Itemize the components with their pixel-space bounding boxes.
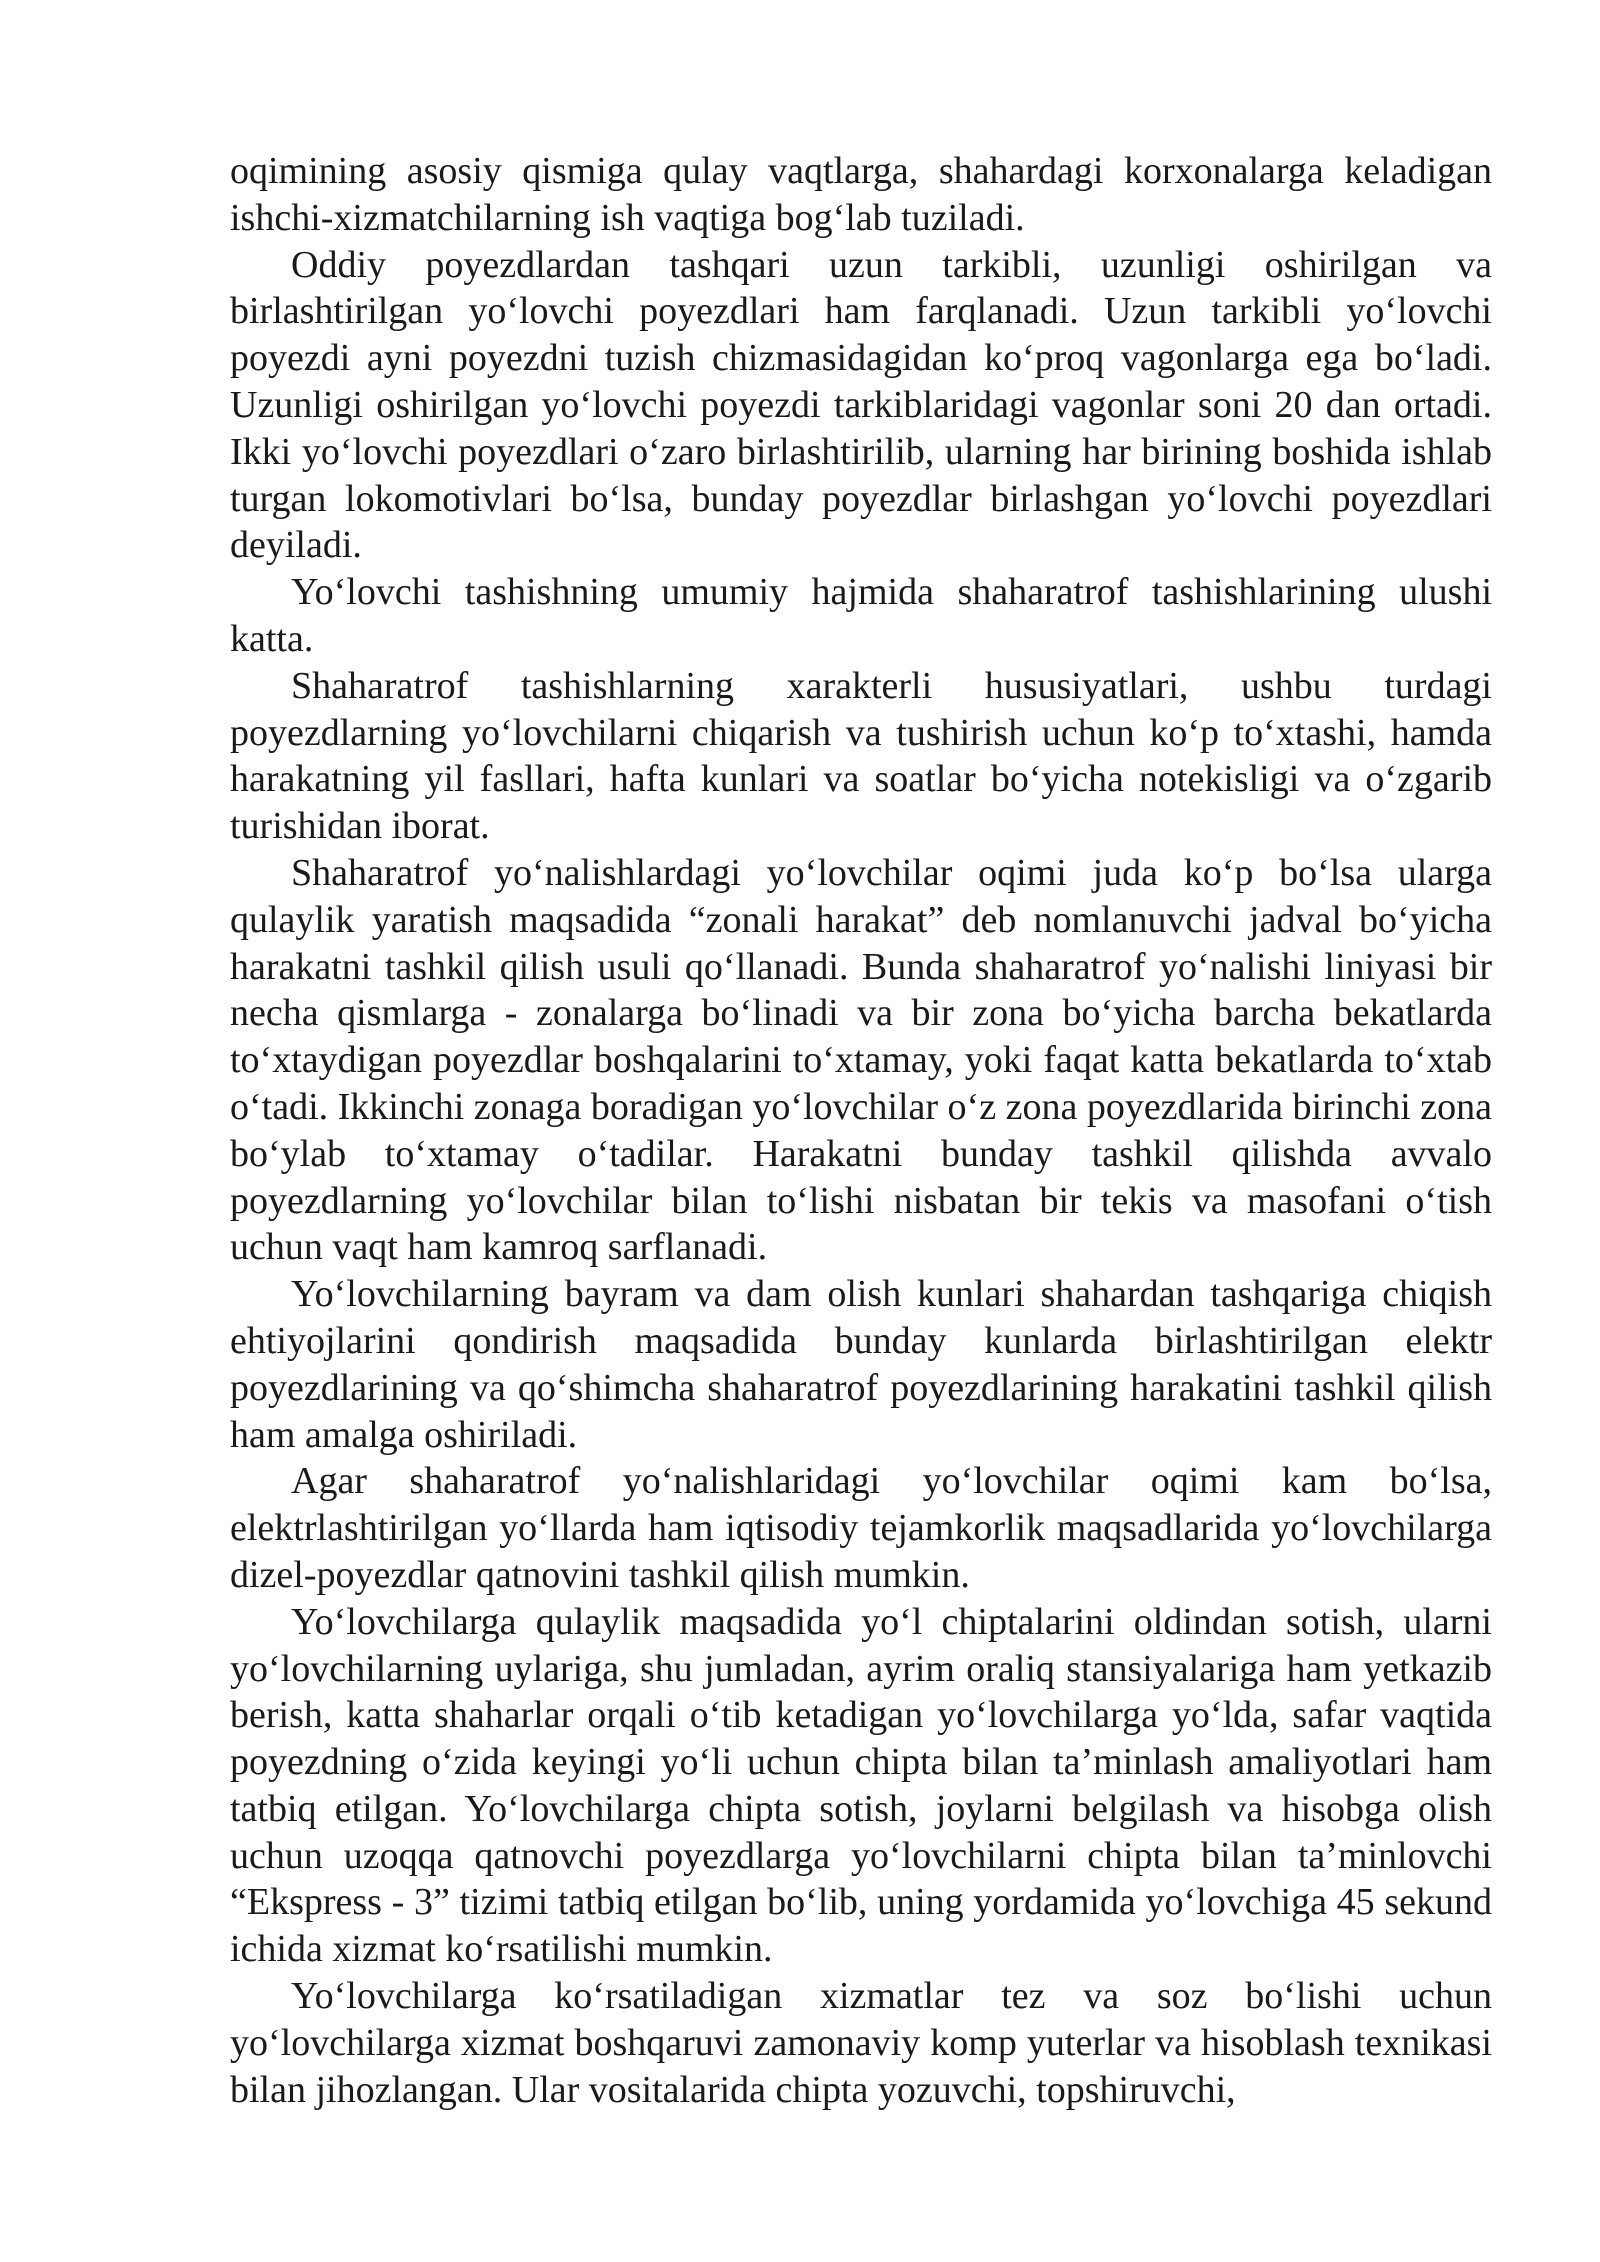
paragraph-continuation: oqimining asosiy qismiga qulay vaqtlarga, shahardagi korxonalarga keladigan ishchi-xizmatchilarning ish vaqtiga bog‘lab tuziladi. — [230, 150, 1492, 239]
paragraph-zonal-traffic: Shaharatrof yo‘nalishlardagi yo‘lovchilar oqimi juda ko‘p bo‘lsa ularga qulaylik yaratish maqsadida “zonali harakat” deb nomlanuvchi jadval bo‘yicha harakatni tashkil qilish usuli qo‘llanadi. Bunda shaharatrof yo‘nalishi liniyasi bir necha qismlarga - zonalarga bo‘linadi va bir zona bo‘yicha barcha bekatlarda to‘xtaydigan poyezdlar boshqalarini to‘xtamay, yoki faqat katta bekatlarda to‘xtab o‘tadi. Ikkinchi zonaga boradigan yo‘lovchilar o‘z zona poyezdlarida birinchi zona bo‘ylab to‘xtamay o‘tadilar. Harakatni bunday tashkil qilishda avvalo poyezdlarning yo‘lovchilar bilan to‘lishi nisbatan bir tekis va masofani o‘tish uchun vaqt ham kamroq sarflanadi. — [230, 851, 1492, 1269]
paragraph-train-types: Oddiy poyezdlardan tashqari uzun tarkibli, uzunligi oshirilgan va birlashtirilgan yo‘lovchi poyezdlari ham farqlanadi. Uzun tarkibli yo‘lovchi poyezdi ayni poyezdni tuzish chizmasidagidan ko‘proq vagonlarga ega bo‘ladi. Uzunligi oshirilgan yo‘lovchi poyezdi tarkiblaridagi vagonlar soni 20 dan ortadi. Ikki yo‘lovchi poyezdlari o‘zaro birlashtirilib, ularning har birining boshida ishlab turgan lokomotivlari bo‘lsa, bunday poyezdlar birlashgan yo‘lovchi poyezdlari deyiladi. — [230, 243, 1492, 567]
paragraph-ticket-sales: Yo‘lovchilarga qulaylik maqsadida yo‘l chiptalarini oldindan sotish, ularni yo‘lovchilarning uylariga, shu jumladan, ayrim oraliq stansiyalariga ham yetkazib berish, katta shaharlar orqali o‘tib ketadigan yo‘lovchilarga yo‘lda, safar vaqtida poyezdning o‘zida keyingi yo‘li uchun chipta bilan ta’minlash amaliyotlari ham tatbiq etilgan. Yo‘lovchilarga chipta sotish, joylarni belgilash va hisobga olish uchun uzoqqa qatnovchi poyezdlarga yo‘lovchilarni chipta bilan ta’minlovchi “Ekspress - 3” tizimi tatbiq etilgan bo‘lib, uning yordamida yo‘lovchiga 45 sekund ichida xizmat ko‘rsatilishi mumkin. — [230, 1600, 1492, 1971]
paragraph-holiday-trains: Yo‘lovchilarning bayram va dam olish kunlari shahardan tashqariga chiqish ehtiyojlarini qondirish maqsadida bunday kunlarda birlashtirilgan elektr poyezdlarining va qo‘shimcha shaharatrof poyezdlarining harakatini tashkil qilish ham amalga oshiriladi. — [230, 1273, 1492, 1456]
paragraph-suburban-features: Shaharatrof tashishlarning xarakterli hususiyatlari, ushbu turdagi poyezdlarning yo‘lovchilarni chiqarish va tushirish uchun ko‘p to‘xtashi, hamda harakatning yil fasllari, hafta kunlari va soatlar bo‘yicha notekisligi va o‘zgarib turishidan iborat. — [230, 664, 1492, 848]
paragraph-passenger-services: Yo‘lovchilarga ko‘rsatiladigan xizmatlar tez va soz bo‘lishi uchun yo‘lovchilarga xizmat boshqaruvi zamonaviy komp yuterlar va hisoblash texnikasi bilan jihozlangan. Ular vositalarida chipta yozuvchi, topshiruvchi, — [230, 1975, 1492, 2111]
document-page — [230, 148, 1492, 2113]
paragraph-diesel-trains: Agar shaharatrof yo‘nalishlaridagi yo‘lovchilar oqimi kam bo‘lsa, elektrlashtirilgan yo‘llarda ham iqtisodiy tejamkorlik maqsadlarida yo‘lovchilarga dizel-poyezdlar qatnovini tashkil qilish mumkin. — [230, 1460, 1492, 1596]
paragraph-suburban-share: Yo‘lovchi tashishning umumiy hajmida shaharatrof tashishlarining ulushi katta. — [230, 571, 1492, 660]
